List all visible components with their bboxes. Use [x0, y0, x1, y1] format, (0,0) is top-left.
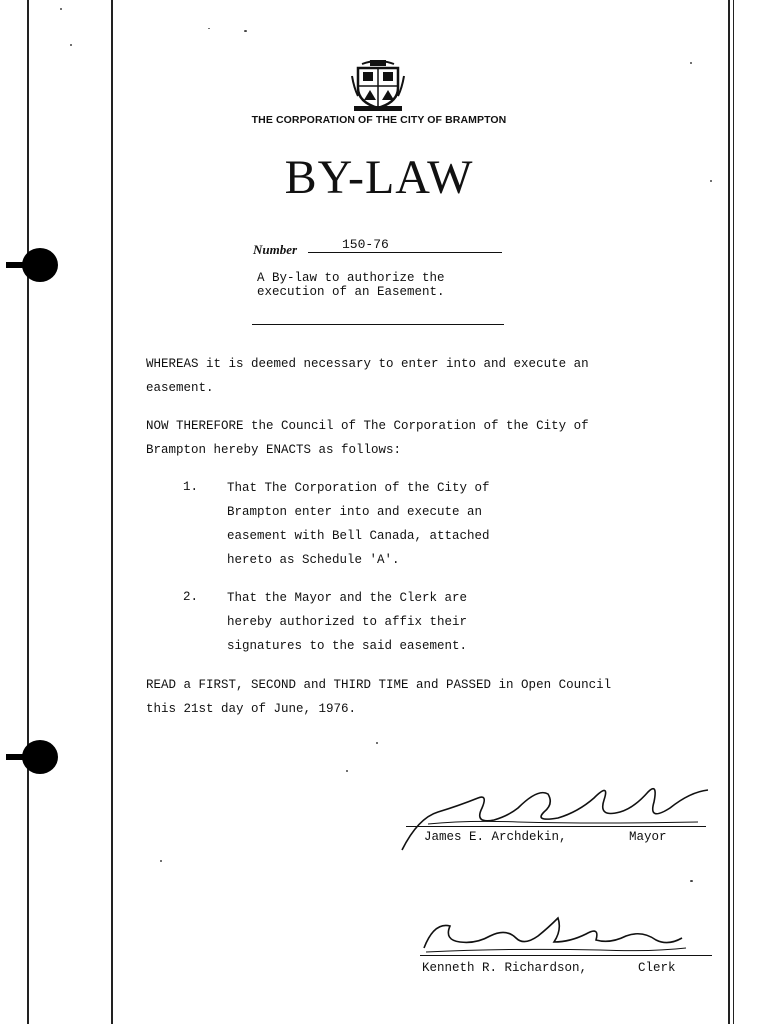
scan-speck: [690, 880, 693, 882]
item-1-number: 1.: [183, 480, 199, 494]
scan-speck: [244, 30, 247, 32]
punch-hole-bottom: [22, 740, 58, 774]
item-1-text: That The Corporation of the City of Brampton enter into and execute an easement with Bell Canada, attached hereto as Schedule 'A'.: [227, 481, 490, 567]
scan-speck: [376, 742, 378, 744]
scan-speck: [346, 770, 348, 772]
corporation-heading: THE CORPORATION OF THE CITY OF BRAMPTON: [251, 114, 507, 126]
scan-speck: [690, 62, 692, 64]
mayor-title: Mayor: [629, 830, 667, 844]
clerk-signature-icon: [420, 912, 690, 956]
item-2-text: That the Mayor and the Clerk are hereby authorized to affix their signatures to the said easement.: [227, 591, 468, 653]
read-passed-clause: READ a FIRST, SECOND and THIRD TIME and PASSED in Open Council this 21st day of June, 1976.: [146, 678, 612, 716]
punch-hole-bottom-tab: [6, 754, 26, 760]
mayor-name: James E. Archdekin,: [424, 830, 567, 844]
punch-hole-top-tab: [6, 262, 26, 268]
scan-speck: [710, 180, 712, 182]
bylaw-number-value: 150-76: [342, 237, 389, 252]
scan-speck: [160, 860, 162, 862]
punch-hole-top: [22, 248, 58, 282]
scan-speck: [70, 44, 72, 46]
bylaw-title: BY-LAW: [284, 151, 474, 204]
scan-speck: [208, 28, 210, 29]
city-crest-icon: [350, 58, 406, 112]
bylaw-number-label: Number: [253, 242, 298, 257]
clerk-name: Kenneth R. Richardson,: [422, 961, 588, 975]
clerk-signature-line: [420, 955, 712, 956]
now-therefore-clause: NOW THEREFORE the Council of The Corporation of the City of Brampton hereby ENACTS as follows:: [146, 419, 589, 457]
scan-speck: [60, 8, 62, 10]
description-rule: [252, 324, 504, 325]
bylaw-description: A By-law to authorize the execution of an Easement.: [257, 271, 445, 299]
mayor-signature-line: [406, 826, 706, 827]
bylaw-number-underline: [308, 252, 502, 253]
clerk-title: Clerk: [638, 961, 676, 975]
item-2-number: 2.: [183, 590, 199, 604]
whereas-clause: WHEREAS it is deemed necessary to enter into and execute an easement.: [146, 357, 589, 395]
